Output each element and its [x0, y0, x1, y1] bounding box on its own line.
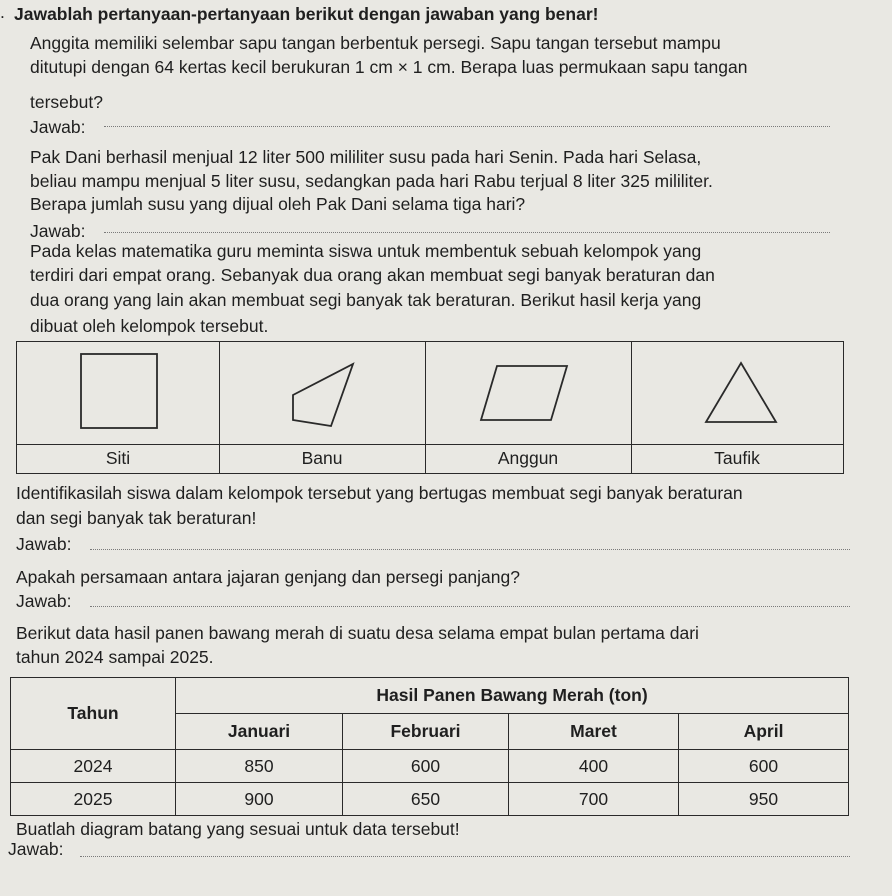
q5-line-1: Berikut data hasil panen bawang merah di suatu desa selama empat bulan pertama dari: [16, 623, 699, 643]
q2-answer-line[interactable]: [104, 232, 830, 233]
value-cell: 950: [679, 783, 849, 816]
table-row: [11, 783, 849, 816]
q3-line-1: Pada kelas matematika guru meminta siswa untuk membentuk sebuah kelompok yang: [30, 241, 702, 261]
square-shape: [79, 352, 161, 432]
shapes-table: [16, 341, 844, 474]
bullet-mark: .: [0, 2, 5, 22]
q1-line-3: tersebut?: [30, 92, 103, 112]
q2-answer-label: Jawab:: [30, 221, 86, 241]
q4-answer-label: Jawab:: [16, 591, 72, 611]
q1-line-2: ditutupi dengan 64 kertas kecil berukuran 1 cm × 1 cm. Berapa luas permukaan sapu tangan: [30, 57, 748, 77]
q3-line-3: dua orang yang lain akan membuat segi banyak tak beraturan. Berikut hasil kerja yang: [30, 290, 702, 310]
q1-answer-label: Jawab:: [30, 117, 86, 137]
month-header-april: April: [679, 714, 849, 750]
q5-instruction: Buatlah diagram batang yang sesuai untuk data tersebut!: [16, 819, 460, 839]
student-name-banu: Banu: [301, 448, 343, 468]
q3-answer-label: Jawab:: [16, 534, 72, 554]
value-cell: 600: [679, 750, 849, 783]
value-cell: 600: [343, 750, 509, 783]
student-name-taufik: Taufik: [714, 448, 760, 468]
student-name-siti: Siti: [105, 448, 131, 468]
value-cell: 650: [343, 783, 509, 816]
q3-answer-line[interactable]: [90, 549, 850, 550]
q3-line-2: terdiri dari empat orang. Sebanyak dua orang akan membuat segi banyak beraturan dan: [30, 265, 715, 285]
value-cell: 400: [509, 750, 679, 783]
q1-answer-line[interactable]: [104, 126, 830, 127]
q5-answer-label: Jawab:: [8, 839, 64, 859]
q4-line: Apakah persamaan antara jajaran genjang dan persegi panjang?: [16, 567, 520, 587]
q4-answer-line[interactable]: [90, 606, 850, 607]
parallelogram-shape: [479, 362, 571, 424]
year-header: Tahun: [11, 678, 176, 750]
student-name-anggun: Anggun: [497, 448, 559, 468]
q5-answer-line[interactable]: [80, 856, 850, 857]
q1-line-1: Anggita memiliki selembar sapu tangan berbentuk persegi. Sapu tangan tersebut mampu: [30, 33, 721, 53]
q3-instruction-2: dan segi banyak tak beraturan!: [16, 508, 257, 528]
table-row: [11, 750, 849, 783]
value-cell: 700: [509, 783, 679, 816]
year-cell: 2024: [11, 750, 176, 783]
q2-line-3: Berapa jumlah susu yang dijual oleh Pak Dani selama tiga hari?: [30, 194, 526, 214]
harvest-table: [10, 677, 849, 816]
value-cell: 900: [176, 783, 343, 816]
year-cell: 2025: [11, 783, 176, 816]
q5-line-2: tahun 2024 sampai 2025.: [16, 647, 214, 667]
irregular-quadrilateral-shape: [287, 360, 359, 430]
q3-instruction-1: Identifikasilah siswa dalam kelompok tersebut yang bertugas membuat segi banyak beraturan: [16, 483, 743, 503]
harvest-group-header: Hasil Panen Bawang Merah (ton): [176, 678, 849, 714]
value-cell: 850: [176, 750, 343, 783]
month-header-februari: Februari: [343, 714, 509, 750]
shapes-divider: [17, 444, 843, 445]
month-header-januari: Januari: [176, 714, 343, 750]
month-header-maret: Maret: [509, 714, 679, 750]
q2-line-1: Pak Dani berhasil menjual 12 liter 500 mililiter susu pada hari Senin. Pada hari Selasa,: [30, 147, 702, 167]
worksheet-heading: Jawablah pertanyaan-pertanyaan berikut dengan jawaban yang benar!: [14, 4, 599, 24]
q3-line-4: dibuat oleh kelompok tersebut.: [30, 316, 269, 336]
q2-line-2: beliau mampu menjual 5 liter susu, sedangkan pada hari Rabu terjual 8 liter 325 mililiter.: [30, 171, 713, 191]
triangle-shape: [703, 360, 779, 426]
